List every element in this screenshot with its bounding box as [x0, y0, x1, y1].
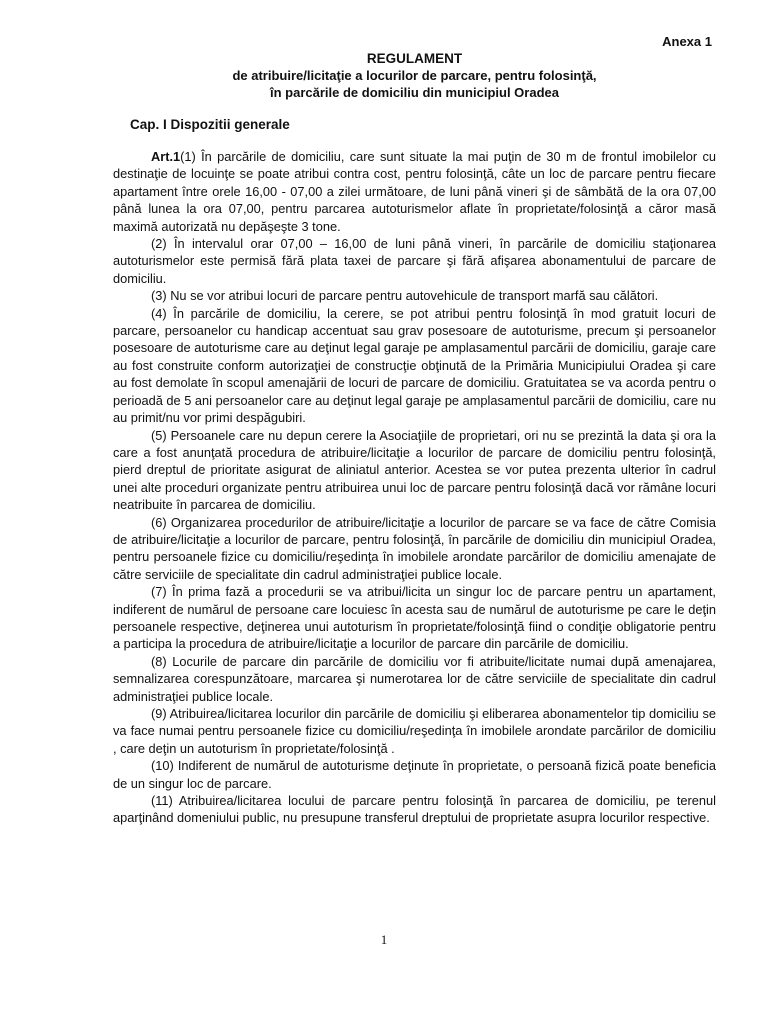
- document-title: REGULAMENT: [366, 51, 463, 66]
- paragraph-2: (2) În intervalul orar 07,00 – 16,00 de luni până vineri, în parcările de domiciliu staţionarea autoturismelor este permisă fără plata taxei de parcare şi fără afişarea abonamentului de parcare de domiciliu.: [113, 236, 716, 286]
- article-body: [113, 148, 716, 827]
- chapter-heading: Cap. I Dispozitii generale: [130, 117, 290, 132]
- paragraph-3: (3) Nu se vor atribui locuri de parcare pentru autovehicule de transport marfă sau călători.: [151, 288, 659, 304]
- paragraph-10: (10) Indiferent de numărul de autoturisme deţinute în proprietate, o persoană fizică poate beneficia de un singur loc de parcare.: [113, 758, 716, 791]
- page-number: 1: [380, 932, 388, 947]
- paragraph-8: (8) Locurile de parcare din parcările de domiciliu vor fi atribuite/licitate numai după amenajarea, semnalizarea corespunzătoare, marcarea şi numerotarea lor de către serviciile de specialitate din cadrul administraţiei publice locale.: [113, 653, 716, 704]
- annex-label: Anexa 1: [662, 34, 712, 49]
- article-label: Art.1: [151, 149, 181, 164]
- paragraph-1: Art.1(1) În parcările de domiciliu, care sunt situate la mai puţin de 30 m de frontul imobilelor cu destinaţie de locuinţe se poate atribui contra cost, pentru folosinţă, câte un loc de parcare pentru fiecare apartament între orele 16,00 - 07,00 a zilei următoare, de luni până vineri şi de sâmbătă de la ora 07,00 până lunea la ora 07,00, pentru parcarea autoturismelor aflate în proprietate/folosinţă a căror masă maximă autorizată nu depăşeşte 3 tone.: [113, 149, 716, 234]
- paragraph-9: (9) Atribuirea/licitarea locurilor din parcările de domiciliu şi eliberarea abonamentelor tip domiciliu se va face numai pentru persoanele fizice cu domiciliu/reşedinţa în imobilele arondate parcărilor de domiciliu , care deţin un autoturism în proprietate/folosinţă .: [113, 706, 716, 756]
- document-subtitle-line-2: în parcările de domiciliu din municipiul Oradea: [270, 85, 559, 100]
- paragraph-7: (7) În prima fază a procedurii se va atribui/licita un singur loc de parcare pentru un apartament, indiferent de numărul de persoane care locuiesc în acesta sau de numărul de autoturisme pe care le deţin persoanele respective, deţinerea unui autoturism în proprietate/folosinţă fiind o condiţie obligatorie pentru a participa la procedura de atribuire/licitaţie a locurilor de parcare din parcările de domiciliu.: [113, 584, 716, 652]
- paragraph-6: (6) Organizarea procedurilor de atribuire/licitaţie a locurilor de parcare se va face de către Comisia de atribuire/licitaţie a locurilor de parcare, pentru folosinţă, în parcările de domiciliu din municipiul Oradea, pentru persoanele fizice cu domiciliu/reşedinţa în imobilele arondate parcărilor de domiciliu amenajate de către serviciile de specialitate din cadrul administraţiei publice locale.: [113, 514, 716, 582]
- paragraph-11: (11) Atribuirea/licitarea locului de parcare pentru folosinţă în parcarea de domiciliu, pe terenul aparţinând domeniului public, nu presupune transferul dreptului de proprietate asupra locurilor respective.: [113, 793, 716, 826]
- paragraph-4: (4) În parcările de domiciliu, la cerere, se pot atribui pentru folosinţă în mod gratuit locuri de parcare, persoanelor cu handicap accentuat sau grav posesoare de autoturisme, precum şi persoanelor posesoare de autoturisme care au deţinut legal garaje pe amplasamentul parcării de domiciliu, garaje care au fost construite conform autorizaţiei de construcţie obţinută de la Primăria Municipiului Oradea şi care au fost demolate în scopul amenajării de locuri de parcare de domiciliu. Gratuitatea se va acorda pentru o perioadă de 5 ani persoanelor care au deţinut legal garaje pe amplasamentul parcării de domiciliu, care nu au primit/nu vor primi despăgubiri.: [113, 305, 716, 426]
- paragraph-5: (5) Persoanele care nu depun cerere la Asociaţiile de proprietari, ori nu se prezintă la data şi ora la care a fost anunţată procedura de atribuire/licitaţie a locurilor de parcare de domiciliu pentru folosinţă, pierd dreptul de prioritate asigurat de aliniatul anterior. Acestea se vor putea prezenta ulterior în cadrul unei alte proceduri organizate pentru atribuirea unui loc de parcare pentru folosinţă dacă vor rămâne locuri neatribuite în parcarea de domiciliu.: [113, 427, 716, 513]
- document-subtitle-line-1: de atribuire/licitaţie a locurilor de parcare, pentru folosinţă,: [232, 68, 597, 83]
